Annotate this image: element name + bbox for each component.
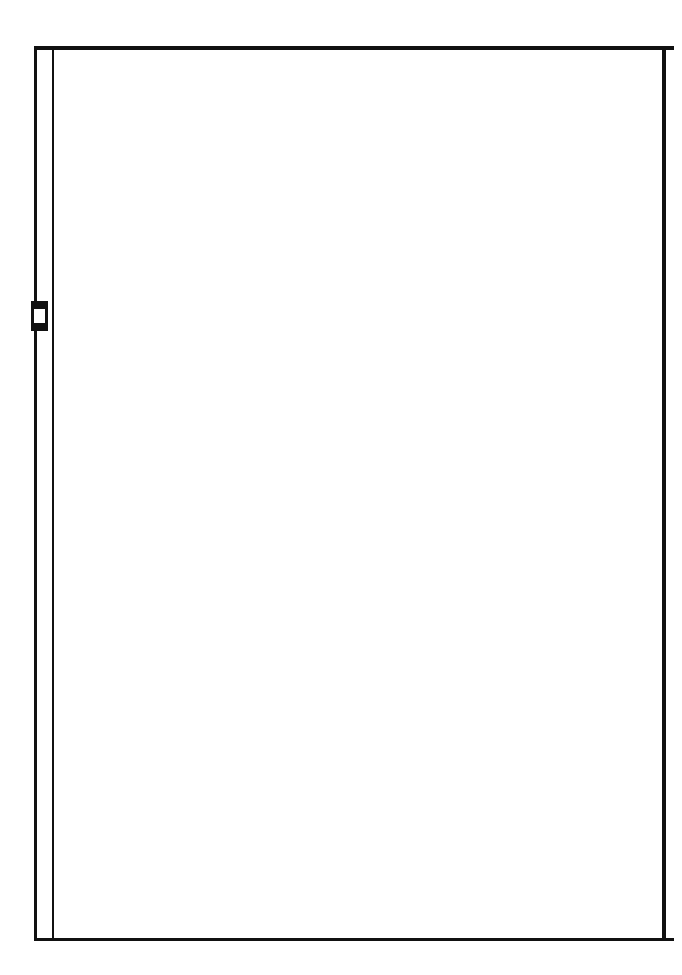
bottom-border [34,938,674,941]
fishtail-mark [31,301,48,331]
right-border [662,46,666,941]
top-border [34,46,674,50]
left-border [34,46,37,941]
fold-line [52,46,54,941]
